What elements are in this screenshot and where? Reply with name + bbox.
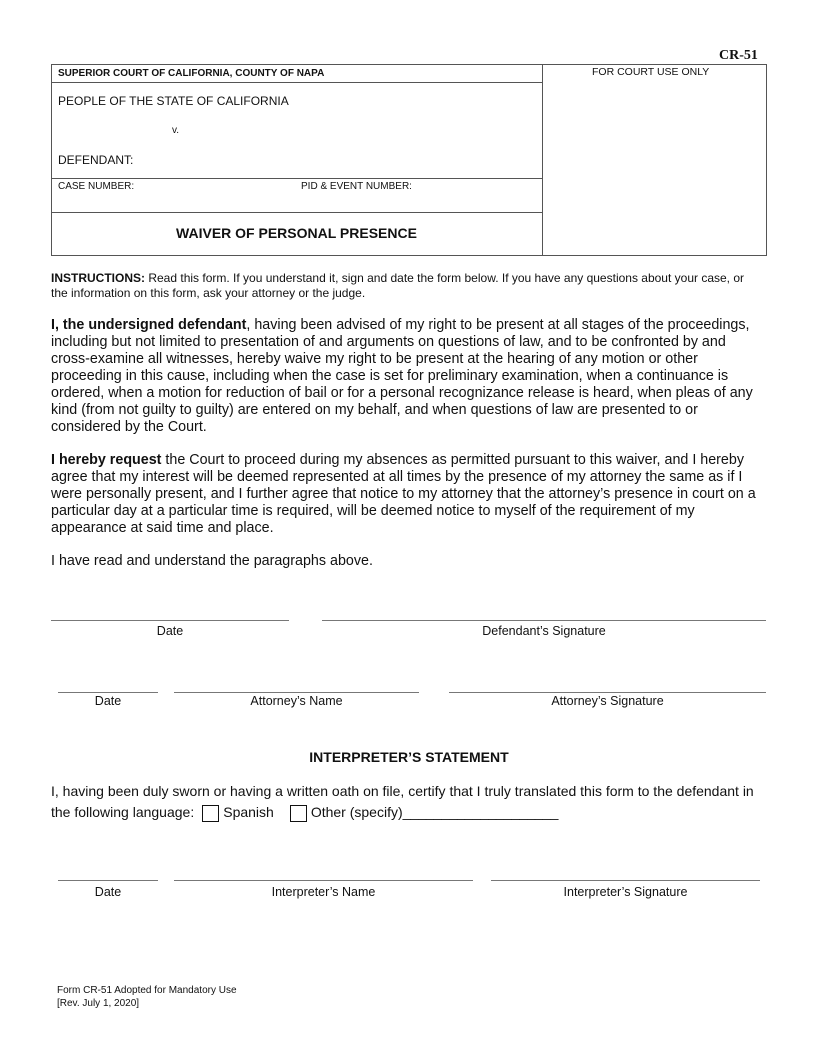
form-title: WAIVER OF PERSONAL PRESENCE xyxy=(176,225,417,241)
interpreter-date-label: Date xyxy=(94,885,122,899)
request-lead: I hereby request xyxy=(51,452,162,468)
instructions xyxy=(51,271,761,301)
attorney-signature-line[interactable] xyxy=(449,692,766,693)
waiver-paragraph xyxy=(51,317,766,436)
request-paragraph xyxy=(51,452,766,537)
case-number-label: CASE NUMBER: xyxy=(58,181,135,192)
waiver-text: , having been advised of my right to be present at all stages of the proceedings, including but not limited to presentation of and arguments on questions of law, and to be confronted by and cross-examine all witnesses, hereby waive my right to be present at the hearing of any motion or other proceeding in this cause, including when the case is set for preliminary examination, when a continuance is ordered, when a motion for reduction of bail or for a personal recognizance release is heard, when pleas of any kind (from not guilty to guilty) are entered on my behalf, and when questions of law are presented to or considered by the Court. xyxy=(51,317,753,435)
form-footer xyxy=(57,984,237,1010)
interpreter-signature-line[interactable] xyxy=(491,880,760,881)
pid-event-number-label: PID & EVENT NUMBER: xyxy=(301,181,412,192)
request-text: the Court to proceed during my absences as permitted pursuant to this waiver, and I hereby agree that my interest will be deemed represented at all times by the presence of my attorney the same as if I were personally present, and I further agree that notice to my attorney that the attorney’s presence in court on a particular day at a particular time is required, will be deemed notice to myself of the requirement of my appearance at said time and place. xyxy=(51,452,756,536)
caption-rule xyxy=(51,82,542,83)
attorney-date-label: Date xyxy=(94,694,122,708)
form-number: CR-51 xyxy=(719,48,758,63)
defendant-date-line[interactable] xyxy=(51,620,289,621)
court-name: SUPERIOR COURT OF CALIFORNIA, COUNTY OF NAPA xyxy=(58,68,325,79)
spanish-label: Spanish xyxy=(223,804,274,820)
other-language-checkbox[interactable] xyxy=(290,805,307,822)
caption-divider xyxy=(542,64,543,256)
defendant-signature-label: Defendant’s Signature xyxy=(482,624,606,638)
footer-adoption: Form CR-51 Adopted for Mandatory Use xyxy=(57,985,237,996)
interpreter-statement-title: INTERPRETER’S STATEMENT xyxy=(309,749,509,765)
spanish-checkbox[interactable] xyxy=(202,805,219,822)
caption-rule xyxy=(51,178,542,179)
interpreter-signature-label: Interpreter’s Signature xyxy=(563,885,688,899)
acknowledgement-text: I have read and understand the paragraphs above. xyxy=(51,553,373,569)
interpreter-statement-text: I, having been duly sworn or having a written oath on file, certify that I truly translated this form to the defendant in the following language: xyxy=(51,783,754,820)
plaintiff-name: PEOPLE OF THE STATE OF CALIFORNIA xyxy=(58,94,289,108)
interpreter-statement xyxy=(51,781,771,823)
instructions-text: Read this form. If you understand it, sign and date the form below. If you have any questions about your case, or the information on this form, ask your attorney or the judge. xyxy=(51,271,745,300)
attorney-date-line[interactable] xyxy=(58,692,158,693)
caption-rule xyxy=(51,212,542,213)
defendant-date-label: Date xyxy=(156,624,184,638)
waiver-lead: I, the undersigned defendant xyxy=(51,317,247,333)
attorney-name-label: Attorney’s Name xyxy=(250,694,343,708)
other-language-label[interactable]: Other (specify)____________________ xyxy=(310,804,559,820)
interpreter-name-label: Interpreter’s Name xyxy=(271,885,376,899)
instructions-label: INSTRUCTIONS: xyxy=(51,271,145,285)
interpreter-date-line[interactable] xyxy=(58,880,158,881)
attorney-signature-label: Attorney’s Signature xyxy=(551,694,664,708)
defendant-label: DEFENDANT: xyxy=(58,153,134,167)
footer-revision: [Rev. July 1, 2020] xyxy=(57,998,140,1009)
attorney-name-line[interactable] xyxy=(174,692,419,693)
versus-label: v. xyxy=(172,125,180,136)
court-use-label: FOR COURT USE ONLY xyxy=(592,66,710,78)
defendant-signature-line[interactable] xyxy=(322,620,766,621)
interpreter-name-line[interactable] xyxy=(174,880,473,881)
